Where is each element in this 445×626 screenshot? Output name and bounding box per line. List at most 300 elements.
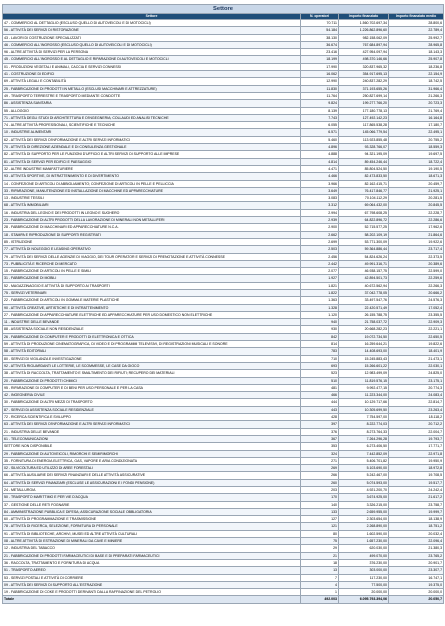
average-cell: 22.096,4 (389, 538, 444, 545)
average-cell: 21.473,1 (389, 355, 444, 362)
operators-cell: 9.824 (301, 100, 339, 107)
amount-cell: 498.370.146,66 (339, 56, 389, 63)
operators-cell: 29 (301, 545, 339, 552)
table-row (3, 217, 444, 224)
amount-cell: 1.226.862.896,60 (339, 27, 389, 34)
operators-cell: 12.990 (301, 78, 339, 85)
table-row (3, 326, 444, 333)
operators-cell: 1.822 (301, 289, 339, 296)
amount-cell: 2.268.890,00 (339, 523, 389, 530)
amount-cell: 8.273.764,33 (339, 428, 389, 435)
average-cell: 19.822,6 (389, 341, 444, 348)
sector-cell: 79 - ATTIVITÀ DEI SERVIZI DELLE AGENZIE DI VIAGGIO, DEI TOUR OPERATOR E SERVIZI DI PRENOTAZIONE E ATTIVITÀ CONNESSE (3, 253, 301, 260)
average-cell: 22.909,3 (389, 319, 444, 326)
table-row (3, 552, 444, 559)
table-row (3, 421, 444, 428)
amount-cell: 250.827.699,14 (339, 92, 389, 99)
sector-cell: 90 - ATTIVITÀ CREATIVE, ARTISTICHE E DI INTRATTENIMENTO (3, 304, 301, 311)
amount-cell: 16.259.644,21 (339, 341, 389, 348)
amount-cell: 5.242.467,00 (339, 472, 389, 479)
amount-cell: 93.328.766,07 (339, 144, 389, 151)
table-row (3, 165, 444, 172)
operators-cell: 428 (301, 414, 339, 421)
table-row (3, 71, 444, 78)
operators-cell: 4 (301, 581, 339, 588)
sector-cell: 84 - AMMINISTRAZIONE PUBBLICA E DIFESA; ASSICURAZIONE SOCIALE OBBLIGATORIA (3, 508, 301, 515)
sector-cell: 60 - ATTIVITÀ DI PROGRAMMAZIONE E TRASMISSIONE (3, 516, 301, 523)
amount-cell: 7.442.852,09 (339, 450, 389, 457)
table-row (3, 268, 444, 275)
sector-cell: 21 - FABBRICAZIONE DI PRODOTTI FARMACEUTICI DI BASE E DI PREPARATI FARMACEUTICI (3, 552, 301, 559)
sector-cell: 42 - INGEGNERIA CIVILE (3, 392, 301, 399)
average-cell: 20.000,0 (389, 589, 444, 596)
amount-cell: 303.000,00 (339, 567, 389, 574)
average-cell: 18.742,5 (389, 78, 444, 85)
amount-cell: 15.266.601,22 (339, 362, 389, 369)
average-cell: 22.266,3 (389, 282, 444, 289)
average-cell: 16.164,8 (389, 114, 444, 121)
sector-cell: 49 - TRASPORTO TERRESTRE E TRASPORTO MEDIANTE CONDOTTE (3, 92, 301, 99)
operators-cell: 7.743 (301, 114, 339, 121)
operators-cell: 443 (301, 406, 339, 413)
operators-cell: 6.571 (301, 129, 339, 136)
amount-cell: 9.992.477,15 (339, 384, 389, 391)
table-row (3, 78, 444, 85)
average-cell: 23.263,4 (389, 406, 444, 413)
operators-cell: 266 (301, 472, 339, 479)
average-cell: 22.286,6 (389, 217, 444, 224)
header-importo-medio: Importo finanziato medio (389, 14, 444, 20)
table-row (3, 107, 444, 114)
amount-cell: 69.064.432,00 (339, 202, 389, 209)
sector-cell: 80 - SERVIZI DI VIGILANZA E INVESTIGAZIONE (3, 355, 301, 362)
operators-cell: 271 (301, 457, 339, 464)
average-cell: 20.774,3 (389, 384, 444, 391)
total-sector-cell: Totale (3, 596, 301, 603)
sector-cell: 28 - FABBRICAZIONE DI MACCHINARI ED APPARECCHIATURE N.C.A. (3, 224, 301, 231)
operators-cell: 3.083 (301, 195, 339, 202)
sector-cell: 92 - ATTIVITÀ RIGUARDANTI LE LOTTERIE, LE SCOMMESSE, LE CASE DA GIOCO (3, 362, 301, 369)
average-cell: 18.118,2 (389, 414, 444, 421)
amount-cell: 10.305.699,50 (339, 406, 389, 413)
sector-cell: 64 - ATTIVITÀ DI SERVIZI FINANZIARI (ESCLUSE LE ASSICURAZIONI E I FONDI PENSIONE) (3, 479, 301, 486)
table-body (3, 20, 444, 604)
amount-cell: 117.230,00 (339, 574, 389, 581)
average-cell: 18.138,9 (389, 516, 444, 523)
table-row (3, 180, 444, 187)
table-row (3, 27, 444, 34)
amount-cell: 26.155.788,75 (339, 311, 389, 318)
sector-cell: 77 - ATTIVITÀ DI NOLEGGIO E LEASING OPERATIVO (3, 246, 301, 253)
sector-cell: 36 - RACCOLTA, TRATTAMENTO E FORNITURA DI ACQUA (3, 559, 301, 566)
table-row (3, 92, 444, 99)
operators-cell: 8.139 (301, 107, 339, 114)
average-cell: 18.972,8 (389, 465, 444, 472)
sector-cell: 81 - ATTIVITÀ DI SERVIZI PER EDIFICI E PAESAGGIO (3, 158, 301, 165)
average-cell: 20.666,2 (389, 289, 444, 296)
table-row (3, 392, 444, 399)
table-row (3, 465, 444, 472)
table-row (3, 209, 444, 216)
sector-cell: 56 - ATTIVITÀ DEI SERVIZI DI RISTORAZIONE (3, 27, 301, 34)
operators-cell: 2.994 (301, 209, 339, 216)
table-row (3, 494, 444, 501)
operators-cell: 4.471 (301, 165, 339, 172)
operators-cell: 1.363 (301, 297, 339, 304)
average-cell: 19.375,0 (389, 581, 444, 588)
sector-cell: 16 - INDUSTRIA DEL LEGNO E DEI PRODOTTI IN LEGNO E SUGHERO (3, 209, 301, 216)
operators-cell: 353 (301, 443, 339, 450)
table-row (3, 158, 444, 165)
average-cell: 18.236,8 (389, 63, 444, 70)
average-cell: 21.266,3 (389, 92, 444, 99)
average-cell: 22.650,5 (389, 333, 444, 340)
amount-cell: 5.406.701,82 (339, 457, 389, 464)
amount-cell: 145.066.779,54 (339, 129, 389, 136)
average-cell: 19.950,9 (389, 457, 444, 464)
amount-cell: 33.497.547,76 (339, 297, 389, 304)
sector-cell: 69 - ATTIVITÀ LEGALI E CONTABILITÀ (3, 78, 301, 85)
operators-cell: 3.966 (301, 180, 339, 187)
average-cell: 22.789,4 (389, 27, 444, 34)
average-cell: 18.722,4 (389, 158, 444, 165)
average-cell: 31.966,4 (389, 85, 444, 92)
table-row (3, 297, 444, 304)
average-cell: 17.771,7 (389, 443, 444, 450)
table-row (3, 275, 444, 282)
operators-cell: 54.184 (301, 27, 339, 34)
average-cell: 20.845,5 (389, 202, 444, 209)
table-row (3, 41, 444, 48)
amount-cell: 376.230,00 (339, 559, 389, 566)
amount-cell: 67.798.608,25 (339, 209, 389, 216)
operators-cell: 1 (301, 589, 339, 596)
sector-cell: 88 - ASSISTENZA SOCIALE NON RESIDENZIALE (3, 326, 301, 333)
sector-cell: 75 - SERVIZI VETERINARI (3, 289, 301, 296)
sector-cell: 45 - COMMERCIO ALL'INGROSSO E AL DETTAGLIO E RIPARAZIONE DI AUTOVEICOLI E MOTOCICLI (3, 56, 301, 63)
operators-cell: 70.711 (301, 20, 339, 27)
amount-cell: 64.822.896,72 (339, 217, 389, 224)
operators-cell: 269 (301, 465, 339, 472)
amount-cell: 1.602.590,00 (339, 530, 389, 537)
amount-cell: 82.473.833,50 (339, 173, 389, 180)
amount-cell: 85.804.524,50 (339, 165, 389, 172)
sector-cell: 85 - ISTRUZIONE (3, 238, 301, 245)
table-row (3, 260, 444, 267)
sector-cell: 08 - ALTRE ATTIVITÀ DI ESTRAZIONE DI MINERALI DA CAVE E MINIERE (3, 538, 301, 545)
sector-cell: 21 - INDUSTRIA DELLE BEVANDE (3, 428, 301, 435)
amount-cell: 354.917.695,13 (339, 71, 389, 78)
amount-cell: 94.321.195,09 (339, 151, 389, 158)
sector-cell: 18 - STAMPA E RIPRODUZIONE DI SUPPORTI REGISTRATI (3, 231, 301, 238)
operators-cell: 2.503 (301, 246, 339, 253)
sector-cell: 53 - SERVIZI POSTALI E ATTIVITÀ DI CORRIERE (3, 574, 301, 581)
table-row (3, 567, 444, 574)
operators-cell: 2.456 (301, 253, 339, 260)
sector-cell: 23 - FABBRICAZIONE DI ALTRI PRODOTTI DELLA LAVORAZIONE DI MINERALI NON METALLIFERI (3, 217, 301, 224)
table-title: Settore (3, 5, 444, 14)
amount-cell: 49.991.316,71 (339, 260, 389, 267)
table-row (3, 85, 444, 92)
average-cell: 19.190,5 (389, 165, 444, 172)
table-row (3, 231, 444, 238)
sector-cell: 20 - FABBRICAZIONE DI PRODOTTI CHIMICI (3, 377, 301, 384)
amount-cell: 113.923.855,48 (339, 136, 389, 143)
operators-cell: 38.130 (301, 34, 339, 41)
amount-cell: 52.715.577,25 (339, 224, 389, 231)
amount-cell: 53.771.300,09 (339, 238, 389, 245)
operators-cell: 6.055 (301, 122, 339, 129)
table-row (3, 348, 444, 355)
amount-cell: 82.162.415,71 (339, 180, 389, 187)
average-cell: 22.221,1 (389, 326, 444, 333)
operators-cell: 693 (301, 362, 339, 369)
average-cell: 23.307,7 (389, 567, 444, 574)
average-cell: 22.259,6 (389, 275, 444, 282)
amount-cell: 58.202.109,19 (339, 231, 389, 238)
average-cell: 23.717,4 (389, 246, 444, 253)
table-row (3, 333, 444, 340)
total-operators-cell: 492.003 (301, 596, 339, 603)
amount-cell: 46.938.157,75 (339, 268, 389, 275)
amount-cell: 7.264.296,28 (339, 435, 389, 442)
sector-cell: 91 - ATTIVITÀ DI BIBLIOTECHE, ARCHIVI, MUSEI ED ALTRE ATTIVITÀ CULTURALI (3, 530, 301, 537)
amount-cell: 11.819.576,15 (339, 377, 389, 384)
average-cell: 20.723,3 (389, 100, 444, 107)
sector-cell: 78 - ATTIVITÀ DI RICERCA, SELEZIONE, FORNITURA DI PERSONALE (3, 523, 301, 530)
operators-cell: 5.460 (301, 136, 339, 143)
operators-cell: 11.830 (301, 85, 339, 92)
operators-cell: 4.814 (301, 158, 339, 165)
operators-cell: 133 (301, 508, 339, 515)
sector-cell: 38 - ATTIVITÀ DI RACCOLTA, TRATTAMENTO E SMALTIMENTO DEI RIFIUTI; RECUPERO DEI MATERIALI (3, 370, 301, 377)
operators-cell: 18 (301, 559, 339, 566)
amount-cell: 4.921.200,70 (339, 487, 389, 494)
average-cell: 23.175,1 (389, 377, 444, 384)
average-cell: 17.962,6 (389, 224, 444, 231)
average-cell: 22.814,7 (389, 399, 444, 406)
sector-cell: 74 - ALTRE ATTIVITÀ PROFESSIONALI, SCIENTIFICHE E TECNICHE (3, 122, 301, 129)
operators-cell: 127 (301, 516, 339, 523)
operators-cell: 2.699 (301, 238, 339, 245)
operators-cell: 466 (301, 392, 339, 399)
amount-cell: 12.983.499,09 (339, 370, 389, 377)
sector-cell: 31 - FABBRICAZIONE DI MOBILI (3, 275, 301, 282)
operators-cell: 36.674 (301, 41, 339, 48)
average-cell: 22.599,0 (389, 268, 444, 275)
amount-cell: 22.420.571,49 (339, 304, 389, 311)
average-cell: 20.901,7 (389, 559, 444, 566)
sector-cell: 58 - ATTIVITÀ EDITORIALI (3, 348, 301, 355)
sector-cell: 73 - PUBBLICITÀ E RICERCHE DI MERCATO (3, 260, 301, 267)
average-cell: 23.758,7 (389, 501, 444, 508)
operators-cell: 170 (301, 494, 339, 501)
amount-cell: 21.758.037,72 (339, 319, 389, 326)
amount-cell: 427.954.097,94 (339, 49, 389, 56)
table-row (3, 49, 444, 56)
table-row (3, 450, 444, 457)
amount-cell: 6.273.406,50 (339, 443, 389, 450)
amount-cell: 2.303.654,00 (339, 516, 389, 523)
amount-cell: 767.684.897,94 (339, 41, 389, 48)
table-row (3, 129, 444, 136)
sector-cell: 27 - FABBRICAZIONE DI APPARECCHIATURE ELETTRICHE ED APPARECCHIATURE PER USO DOMESTICO NON ELETTRICHE (3, 311, 301, 318)
average-cell: 21.925,1 (389, 187, 444, 194)
amount-cell: 199.277.766,20 (339, 100, 389, 107)
total-row (3, 596, 444, 603)
average-cell: 17.180,7 (389, 122, 444, 129)
sector-cell: 50 - TRASPORTO MARITTIMO E PER VIE D'ACQUA (3, 494, 301, 501)
table-row (3, 319, 444, 326)
table-row (3, 187, 444, 194)
sector-cell: 95 - RIPARAZIONE DI COMPUTER E DI BENI PER USO PERSONALE E PER LA CASA (3, 384, 301, 391)
operators-cell: 2.900 (301, 224, 339, 231)
average-cell: 18.401,9 (389, 348, 444, 355)
table-row (3, 457, 444, 464)
sector-cell: SETTORE NON DISPONIBILE (3, 443, 301, 450)
average-cell: 25.992,7 (389, 34, 444, 41)
table-row (3, 253, 444, 260)
operators-cell: 783 (301, 348, 339, 355)
average-cell: 23.765,2 (389, 552, 444, 559)
sector-cell: 59 - ATTIVITÀ DI PRODUZIONE CINEMATOGRAFICA, DI VIDEO E DI PROGRAMMI TELEVISIVI, DI REGISTRAZIONI MUSICALI E SONORE (3, 341, 301, 348)
average-cell: 21.769,4 (389, 107, 444, 114)
table-row (3, 538, 444, 545)
average-cell: 21.617,2 (389, 494, 444, 501)
operators-cell: 1.328 (301, 304, 339, 311)
average-cell: 16.747,1 (389, 574, 444, 581)
amount-cell: 77.500,00 (339, 581, 389, 588)
operators-cell: 18.199 (301, 56, 339, 63)
total-average-cell: 20.050,7 (389, 596, 444, 603)
amount-cell: 14.408.693,00 (339, 348, 389, 355)
table-row (3, 516, 444, 523)
average-cell: 21.380,3 (389, 545, 444, 552)
sector-cell: 96 - ALTRE ATTIVITÀ DI SERVIZI PER LA PERSONA (3, 49, 301, 56)
average-cell: 20.712,2 (389, 421, 444, 428)
table-row (3, 136, 444, 143)
table-row (3, 144, 444, 151)
operators-cell: 23.416 (301, 49, 339, 56)
sector-cell: 70 - ATTIVITÀ DI DIREZIONE AZIENDALE E DI CONSULENZA GESTIONALE (3, 144, 301, 151)
sector-cell: 68 - ATTIVITÀ IMMOBILIARI (3, 202, 301, 209)
sector-cell: 35 - FORNITURA DI ENERGIA ELETTRICA, GAS, VAPORE E ARIA CONDIZIONATA (3, 457, 301, 464)
sector-cell: 63 - ATTIVITÀ DEI SERVIZI D'INFORMAZIONE E ALTRI SERVIZI INFORMATICI (3, 421, 301, 428)
table-row (3, 122, 444, 129)
table-row (3, 202, 444, 209)
table-row (3, 100, 444, 107)
table-row (3, 63, 444, 70)
average-cell: 20.281,5 (389, 195, 444, 202)
amount-cell: 2.659.955,00 (339, 508, 389, 515)
sector-cell: 02 - SILVICOLTURA ED UTILIZZO DI AREE FORESTALI (3, 465, 301, 472)
sector-cell: 52 - MAGAZZINAGGIO E ATTIVITÀ DI SUPPORTO AI TRASPORTI (3, 282, 301, 289)
table-row (3, 282, 444, 289)
table-row (3, 173, 444, 180)
amount-cell: 89.454.246,44 (339, 158, 389, 165)
table-row (3, 472, 444, 479)
amount-cell: 76.417.846,77 (339, 187, 389, 194)
table-row (3, 362, 444, 369)
amount-cell: 982.158.062,09 (339, 34, 389, 41)
sector-table (2, 4, 444, 604)
average-cell: 20.032,4 (389, 530, 444, 537)
sector-cell: 01 - PRODUZIONI VEGETALI E ANIMALI, CACCIA E SERVIZI CONNESSI (3, 63, 301, 70)
operators-cell: 814 (301, 341, 339, 348)
sector-cell: 82 - ATTIVITÀ DI SUPPORTO PER LE FUNZIONI D'UFFICIO E ALTRI SERVIZI DI SUPPORTO ALLE IMPRESE (3, 151, 301, 158)
average-cell: 19.999,7 (389, 508, 444, 515)
table-row (3, 246, 444, 253)
operators-cell: 80 (301, 530, 339, 537)
table-row (3, 414, 444, 421)
amount-cell: 3.674.925,00 (339, 494, 389, 501)
total-amount-cell: 6.095.793.394,06 (339, 596, 389, 603)
average-cell: 22.030,1 (389, 362, 444, 369)
amount-cell: 499.070,00 (339, 552, 389, 559)
average-cell: 19.922,6 (389, 238, 444, 245)
sector-cell: 71 - ATTIVITÀ DEGLI STUDI DI ARCHITETTURA E D'INGEGNERIA; COLLAUDI ED ANALISI TECNICHE (3, 114, 301, 121)
amount-cell: 620.030,00 (339, 545, 389, 552)
sector-cell: 33 - RIPARAZIONE, MANUTENZIONE ED INSTALLAZIONE DI MACCHINE ED APPARECCHIATURE (3, 187, 301, 194)
average-cell: 20.755,2 (389, 136, 444, 143)
amount-cell: 37.042.778,05 (339, 289, 389, 296)
table-row (3, 195, 444, 202)
amount-cell: 127.492.142,23 (339, 114, 389, 121)
sector-cell: 43 - LAVORI DI COSTRUZIONE SPECIALIZZATI (3, 34, 301, 41)
average-cell: 24.825,0 (389, 370, 444, 377)
amount-cell: 20.668.282,23 (339, 326, 389, 333)
sector-cell: 93 - ATTIVITÀ SPORTIVE, DI INTRATTENIMENTO E DI DIVERTIMENTO (3, 173, 301, 180)
sector-cell: 12 - INDUSTRIA DEL TABACCO (3, 545, 301, 552)
sector-cell: 13 - INDUSTRIE TESSILI (3, 195, 301, 202)
operators-cell: 2.077 (301, 268, 339, 275)
operators-cell: 17.990 (301, 63, 339, 70)
table-row (3, 428, 444, 435)
operators-cell: 3.312 (301, 202, 339, 209)
sector-cell: 25 - FABBRICAZIONE DI PRODOTTI IN METALLO (ESCLUSI MACCHINARI E ATTREZZATURE) (3, 85, 301, 92)
amount-cell: 240.837.282,29 (339, 78, 389, 85)
average-cell: 19.697,5 (389, 151, 444, 158)
sector-cell: 19 - FABBRICAZIONE DI COKE E PRODOTTI DERIVANTI DALLA RAFFINAZIONE DEL PETROLIO (3, 589, 301, 596)
amount-cell: 10.129.717,66 (339, 399, 389, 406)
operators-cell: 7 (301, 574, 339, 581)
table-row (3, 501, 444, 508)
operators-cell: 324 (301, 450, 339, 457)
table-row (3, 238, 444, 245)
header-settore: Settore (3, 14, 301, 20)
table-row (3, 384, 444, 391)
sector-cell: 15 - FABBRICAZIONE DI ARTICOLI IN PELLE E SIMILI (3, 268, 301, 275)
amount-cell: 320.837.965,32 (339, 63, 389, 70)
operators-cell: 930 (301, 326, 339, 333)
amount-cell: 7.754.597,00 (339, 414, 389, 421)
sector-cell: 24 - METALLURGIA (3, 487, 301, 494)
table-row (3, 406, 444, 413)
average-cell: 22.228,7 (389, 209, 444, 216)
table-row (3, 341, 444, 348)
operators-cell: 710 (301, 355, 339, 362)
table-row (3, 304, 444, 311)
average-cell: 28.965,8 (389, 41, 444, 48)
amount-cell: 1.560.702.697,34 (339, 20, 389, 27)
average-cell: 25.907,8 (389, 56, 444, 63)
sector-cell: 29 - FABBRICAZIONE DI AUTOVEICOLI, RIMORCHI E SEMIRIMORCHI (3, 450, 301, 457)
average-cell: 18.671,3 (389, 173, 444, 180)
amount-cell: 1.657.230,00 (339, 538, 389, 545)
sector-cell: 26 - FABBRICAZIONE DI COMPUTER E PRODOTTI DI ELETTRONICA E OTTICA (3, 333, 301, 340)
table-row (3, 523, 444, 530)
operators-cell: 21 (301, 552, 339, 559)
